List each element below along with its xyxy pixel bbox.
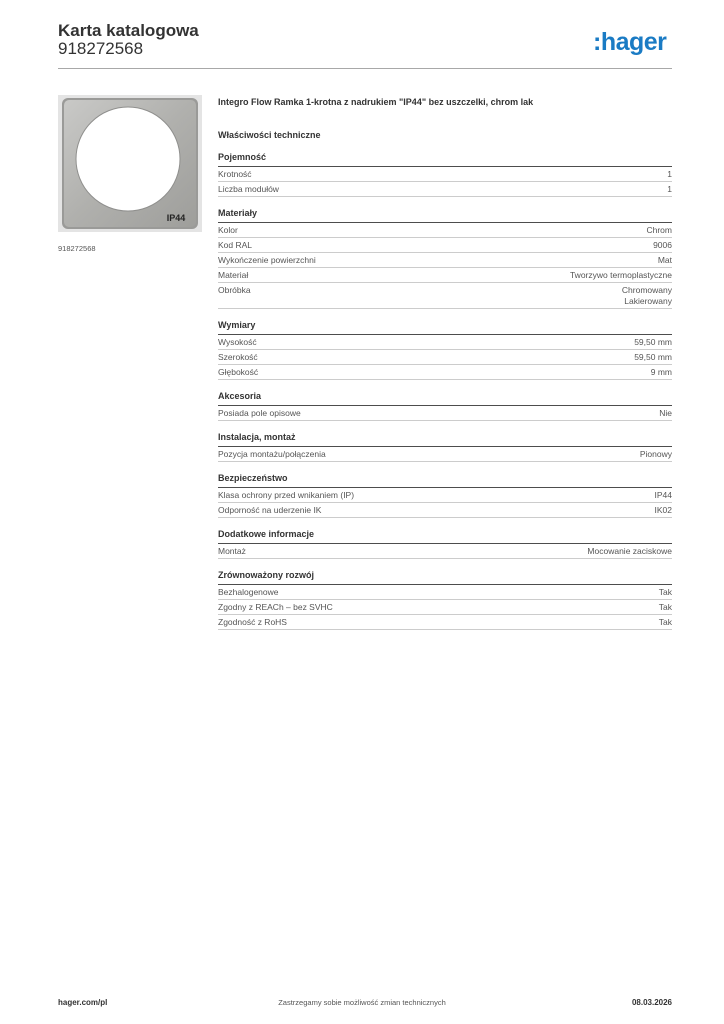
spec-label: Materiał (218, 270, 249, 280)
spec-row (218, 350, 672, 365)
spec-row (218, 283, 672, 309)
spec-value-line: 1 (667, 169, 672, 179)
spec-value-line: 1 (667, 184, 672, 194)
spec-value-line: Mocowanie zaciskowe (587, 546, 672, 556)
spec-label: Krotność (218, 169, 252, 179)
spec-row (218, 365, 672, 380)
spec-value (655, 490, 673, 501)
spec-label: Montaż (218, 546, 246, 556)
spec-value (622, 285, 672, 307)
footer-website[interactable]: hager.com/pl (58, 998, 108, 1007)
spec-value (640, 449, 672, 460)
spec-value (646, 225, 672, 236)
spec-value (659, 617, 672, 628)
spec-value (658, 255, 672, 266)
spec-value (651, 367, 672, 378)
spec-value-line: 9 mm (650, 367, 672, 377)
spec-section (218, 529, 672, 559)
spec-label: Wykończenie powierzchni (218, 255, 316, 265)
spec-value-line: 9006 (653, 240, 672, 250)
spec-label: Bezhalogenowe (218, 587, 279, 597)
spec-row (218, 182, 672, 197)
spec-value-line: Mat (657, 255, 672, 265)
spec-row (218, 503, 672, 518)
image-caption: 918272568 (58, 244, 96, 253)
section-title: Bezpieczeństwo (218, 473, 672, 488)
spec-section (218, 570, 672, 630)
spec-label: Kod RAL (218, 240, 253, 250)
product-name: Integro Flow Ramka 1-krotna z nadrukiem "IP44" bez uszczelki, chrom lak (218, 97, 534, 107)
specification-panel (218, 97, 672, 630)
spec-label: Kolor (218, 225, 238, 235)
section-title: Instalacja, montaż (218, 432, 672, 447)
spec-value (653, 240, 672, 251)
spec-value-line: Tworzywo termoplastyczne (569, 270, 672, 280)
footer-disclaimer: Zastrzegamy sobie możliwość zmian technicznych (278, 998, 446, 1007)
technical-properties-heading: Właściwości techniczne (218, 130, 321, 140)
section-title: Zrównoważony rozwój (218, 570, 672, 585)
section-title: Akcesoria (218, 391, 672, 406)
spec-row (218, 167, 672, 182)
section-title: Wymiary (218, 320, 672, 335)
spec-row (218, 600, 672, 615)
hager-logo (593, 27, 675, 57)
spec-row (218, 447, 672, 462)
spec-value (667, 184, 672, 195)
spec-row (218, 253, 672, 268)
spec-row (218, 544, 672, 559)
spec-section (218, 152, 672, 197)
logo-text: :hager (593, 28, 667, 56)
page-title: Karta katalogowa (58, 21, 199, 40)
ip44-badge: IP44 (166, 213, 186, 223)
spec-row (218, 335, 672, 350)
spec-label: Wysokość (218, 337, 257, 347)
section-title: Materiały (218, 208, 672, 223)
spec-section (218, 391, 672, 421)
spec-label: Liczba modułów (218, 184, 279, 194)
spec-section (218, 208, 672, 309)
section-title: Dodatkowe informacje (218, 529, 672, 544)
product-image (58, 95, 202, 232)
spec-value-line: 59,50 mm (634, 337, 672, 347)
spec-label: Klasa ochrony przed wnikaniem (IP) (218, 490, 355, 500)
spec-section (218, 432, 672, 462)
spec-row (218, 238, 672, 253)
spec-value-line: 59,50 mm (634, 352, 672, 362)
spec-label: Pozycja montażu/połączenia (218, 449, 326, 459)
spec-sections (218, 152, 672, 630)
spec-value-line: Tak (658, 602, 672, 612)
spec-value-line: Lakierowany (624, 296, 672, 306)
spec-value-line: Chrom (646, 225, 672, 235)
spec-value-line: Pionowy (639, 449, 672, 459)
spec-label: Szerokość (218, 352, 258, 362)
spec-label: Zgodny z REACh – bez SVHC (218, 602, 333, 612)
spec-value (634, 352, 672, 363)
spec-value-line: Chromowany (621, 285, 672, 295)
spec-value-line: IP44 (654, 490, 672, 500)
spec-value (667, 169, 672, 180)
spec-value-line: Tak (658, 617, 672, 627)
spec-section (218, 473, 672, 518)
spec-value (655, 505, 673, 516)
spec-value-line: Nie (659, 408, 672, 418)
spec-label: Zgodność z RoHS (218, 617, 287, 627)
spec-row (218, 268, 672, 283)
spec-row (218, 615, 672, 630)
spec-row (218, 488, 672, 503)
spec-value (634, 337, 672, 348)
spec-label: Odporność na uderzenie IK (218, 505, 322, 515)
spec-value (570, 270, 672, 281)
spec-value (659, 587, 672, 598)
spec-value-line: Tak (658, 587, 672, 597)
spec-row (218, 406, 672, 421)
spec-label: Posiada pole opisowe (218, 408, 301, 418)
product-code: 918272568 (58, 39, 144, 58)
spec-value (659, 602, 672, 613)
spec-label: Głębokość (218, 367, 259, 377)
spec-row (218, 223, 672, 238)
spec-section (218, 320, 672, 380)
section-title: Pojemność (218, 152, 672, 167)
spec-label: Obróbka (218, 285, 251, 295)
header-divider (58, 68, 672, 69)
spec-value (659, 408, 672, 419)
spec-value-line: IK02 (654, 505, 672, 515)
spec-value (587, 546, 672, 557)
footer-date: 08.03.2026 (631, 998, 672, 1007)
spec-row (218, 585, 672, 600)
